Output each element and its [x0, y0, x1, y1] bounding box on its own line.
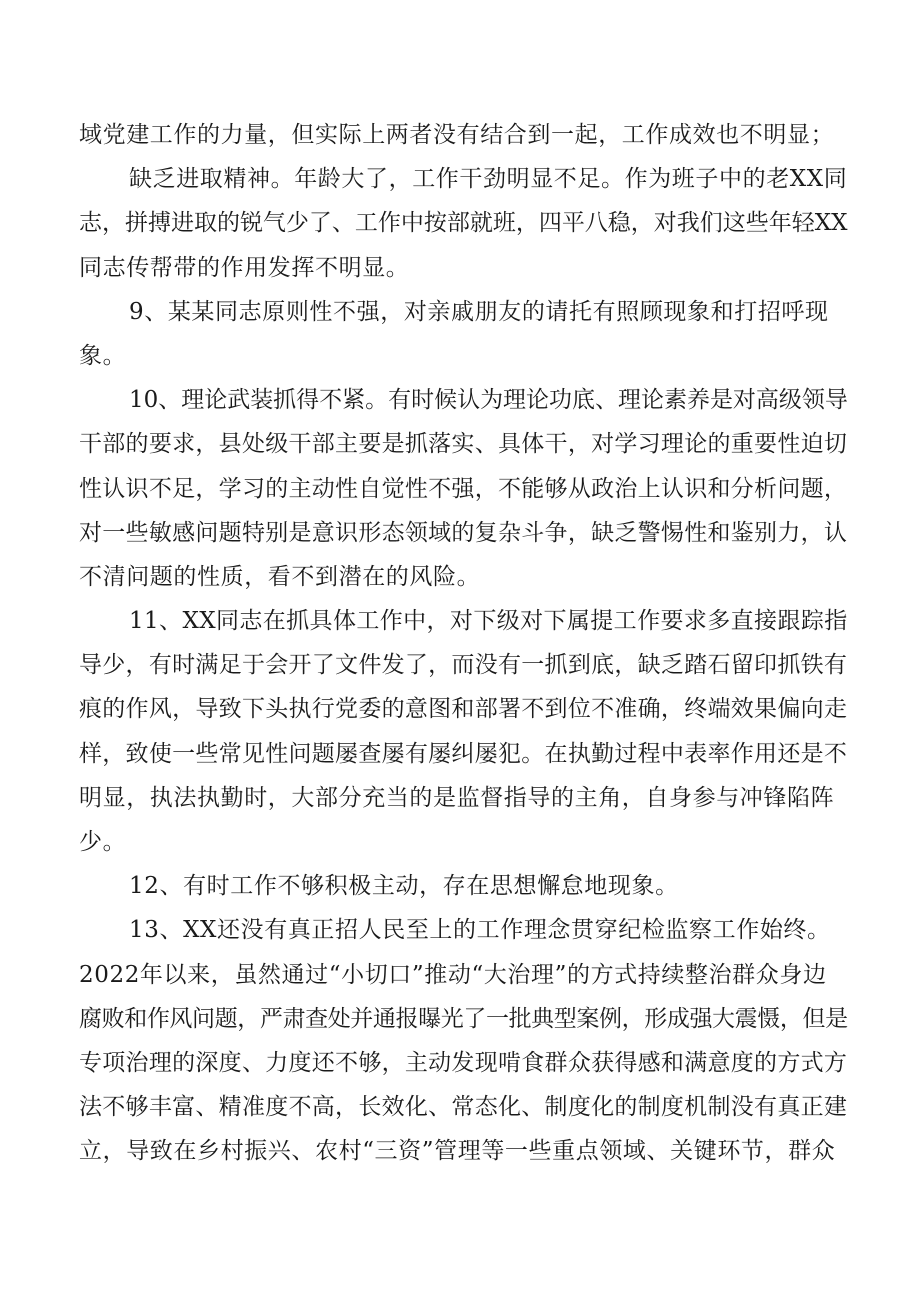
text-line: 样，致使一些常见性问题屡查屡有屡纠屡犯。在执勤过程中表率作用还是不	[79, 740, 848, 767]
text-line: 志，拼搏进取的锐气少了、工作中按部就班，四平八稳，对我们这些年轻XX	[79, 210, 848, 237]
text-line: 10、理论武装抓得不紧。有时候认为理论功底、理论素养是对高级领导	[129, 387, 848, 414]
text-line: 12、有时工作不够积极主动，存在思想懈怠地现象。	[129, 873, 679, 900]
text-line: 干部的要求，县处级干部主要是抓落实、具体干，对学习理论的重要性迫切	[79, 431, 848, 458]
text-line: 专项治理的深度、力度还不够，主动发现啃食群众获得感和满意度的方式方	[79, 1049, 848, 1076]
text-line: 立，导致在乡村振兴、农村“三资”管理等一些重点领域、关键环节，群众	[79, 1138, 836, 1165]
text-line: 导少，有时满足于会开了文件发了，而没有一抓到底，缺乏踏石留印抓铁有	[79, 652, 848, 679]
text-line: 法不够丰富、精准度不高，长效化、常态化、制度化的制度机制没有真正建	[79, 1094, 848, 1121]
text-line: 对一些敏感问题特别是意识形态领域的复杂斗争，缺乏警惕性和鉴别力，认	[79, 519, 848, 546]
text-line: 不清问题的性质，看不到潜在的风险。	[79, 563, 481, 590]
text-line: 痕的作风，导致下头执行党委的意图和部署不到位不准确，终端效果偏向走	[79, 696, 848, 723]
document-body	[79, 113, 849, 1174]
text-line: 同志传帮带的作用发挥不明显。	[79, 254, 410, 281]
text-line: 性认识不足，学习的主动性自觉性不强，不能够从政治上认识和分析问题，	[79, 475, 848, 502]
text-line: 11、XX同志在抓具体工作中，对下级对下属提工作要求多直接跟踪指	[129, 608, 848, 635]
text-line: 缺乏进取精神。年龄大了，工作干劲明显不足。作为班子中的老XX同	[129, 166, 848, 193]
text-line: 2022年以来，虽然通过“小切口”推动“大治理”的方式持续整治群众身边	[79, 961, 827, 988]
text-line: 象。	[79, 342, 127, 369]
text-line: 腐败和作风问题，严肃查处并通报曝光了一批典型案例，形成强大震慑，但是	[79, 1005, 848, 1032]
text-line: 少。	[79, 829, 127, 855]
text-line: 域党建工作的力量，但实际上两者没有结合到一起，工作成效也不明显；	[79, 122, 835, 148]
text-line: 13、XX还没有真正招人民至上的工作理念贯穿纪检监察工作始终。	[129, 917, 831, 944]
text-line: 9、某某同志原则性不强，对亲戚朋友的请托有照顾现象和打招呼现	[129, 298, 829, 325]
text-line: 明显，执法执勤时，大部分充当的是监督指导的主角，自身参与冲锋陷阵	[79, 784, 835, 811]
